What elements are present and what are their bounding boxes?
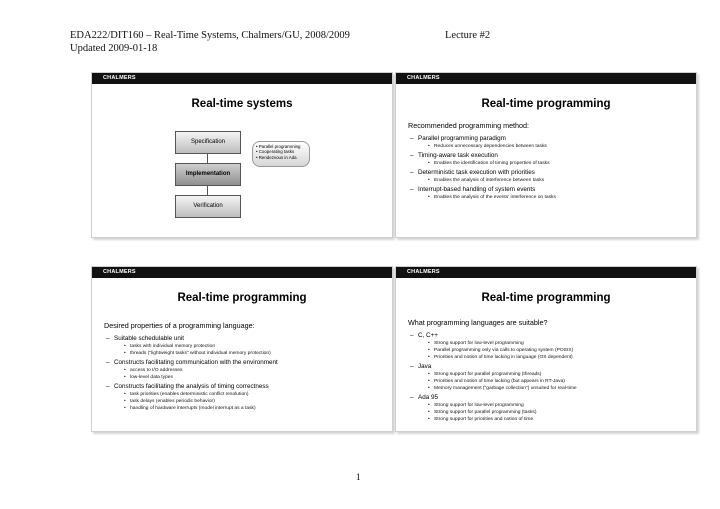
- slide-real-time-systems: [91, 72, 393, 238]
- page-number: 1: [356, 472, 361, 482]
- sub-item: • Priorities and notion of time lacking (but appears in RT-Java): [434, 379, 696, 384]
- sub-item: • access to I/O addresses: [130, 368, 392, 373]
- slide-content: [396, 318, 696, 422]
- chalmers-bar: CHALMERS: [92, 267, 392, 278]
- slide-suitable-languages: [395, 266, 697, 432]
- slide-title: Real-time programming: [481, 98, 611, 110]
- sub-item: • Memory management ("garbage collection") unsuited for real-time: [434, 386, 696, 391]
- slide-content: [92, 321, 392, 411]
- sub-item: • task priorities (enables deterministic conflict resolution): [130, 392, 392, 397]
- connector-line: [207, 153, 208, 163]
- updated-date: Updated 2009-01-18: [70, 43, 158, 54]
- sub-item: • Reduces unnecessary dependencies between tasks: [434, 144, 696, 149]
- connector-line: [207, 185, 208, 195]
- callout-line: • Rendezvous in Ada: [256, 154, 297, 160]
- sub-item: • Strong support for low-level programming: [434, 403, 696, 408]
- list-item: – Parallel programming paradigm: [418, 135, 696, 142]
- sub-item: • Strong support for low-level programming: [434, 341, 696, 346]
- callout-line: • Cooperating tasks: [256, 149, 295, 155]
- list-item: – Suitable schedulable unit: [114, 335, 392, 342]
- sub-item: • low-level data types: [130, 375, 392, 380]
- specification-box: Specification: [175, 131, 241, 154]
- list-item: – Interrupt-based handling of system events: [418, 186, 696, 193]
- verification-box: Verification: [175, 195, 241, 218]
- list-item: – Ada 95: [418, 394, 696, 401]
- slide-title: Real-time programming: [481, 292, 611, 304]
- sub-item: • threads ("lightweight tasks" without individual memory protection): [130, 351, 392, 356]
- implementation-box: Implementation: [175, 163, 241, 186]
- slide-recommended-method: [395, 72, 697, 238]
- slide-intro: What programming languages are suitable?: [408, 318, 548, 327]
- callout-line: • Parallel programming: [256, 144, 301, 149]
- callout-bubble: [252, 141, 310, 167]
- sub-item: • Enables the analysis of interference between tasks: [434, 178, 696, 183]
- slide-desired-properties: [91, 266, 393, 432]
- list-item: – Deterministic task execution with priorities: [418, 169, 696, 176]
- sub-item: • Strong support for parallel programming (threads): [434, 372, 696, 377]
- sub-item: • Priorities and notion of time lacking in language (OS dependent): [434, 355, 696, 360]
- list-item: – Constructs facilitating the analysis of timing correctness: [114, 383, 392, 390]
- sub-item: • tasks with individual memory protection: [130, 344, 392, 349]
- chalmers-bar: CHALMERS: [92, 73, 392, 84]
- sub-item: • Enables the analysis of the events' interference on tasks: [434, 195, 696, 200]
- slide-content: [396, 121, 696, 200]
- list-item: – Timing-aware task execution: [418, 152, 696, 159]
- sub-item: • task delays (enables periodic behavior): [130, 399, 392, 404]
- chalmers-bar: CHALMERS: [396, 267, 696, 278]
- sub-item: • Parallel programming only via calls to operating system (POSIX): [434, 348, 696, 353]
- list-item: – Java: [418, 363, 696, 370]
- sub-item: • Strong support for parallel programming (tasks): [434, 410, 696, 415]
- course-header: EDA222/DIT160 – Real-Time Systems, Chalmers/GU, 2008/2009: [70, 30, 350, 41]
- chalmers-bar: CHALMERS: [396, 73, 696, 84]
- list-item: – Constructs facilitating communication with the environment: [114, 359, 392, 366]
- slide-title: Real-time programming: [177, 292, 307, 304]
- slide-intro: Desired properties of a programming language:: [104, 321, 255, 330]
- list-item: – C, C++: [418, 332, 696, 339]
- slide-title: Real-time systems: [191, 98, 293, 110]
- sub-item: • Strong support for priorities and notion of time: [434, 417, 696, 422]
- lecture-label: Lecture #2: [445, 30, 491, 41]
- sub-item: • handling of hardware interrupts (model interrupt as a task): [130, 406, 392, 411]
- slide-intro: Recommended programming method:: [408, 121, 530, 130]
- sub-item: • Enables the identification of timing properties of tasks: [434, 161, 696, 166]
